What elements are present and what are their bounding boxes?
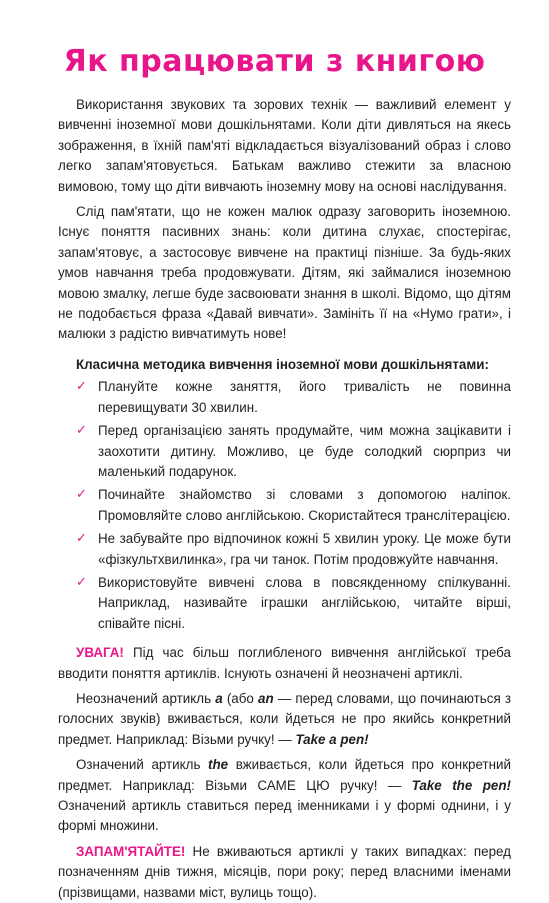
definite-text-3: Означений артикль ставиться перед іменниками і у формі однини, і у формі множини. [58, 798, 511, 834]
remember-label: ЗАПАМ'ЯТАЙТЕ! [76, 843, 186, 859]
list-item [58, 421, 511, 482]
list-item-text: Починайте знайомство зі словами з допомогою наліпок. Промовляйте слово англійською. Скористайтеся транслітерацією. [98, 487, 511, 523]
check-icon: ✓ [76, 531, 87, 547]
list-item-text: Перед організацією занять продумайте, чим можна зацікавити і заохотити дитину. Можливо, це буде солодкий сюрприз чи маленький подарунок. [98, 423, 511, 479]
check-icon: ✓ [76, 379, 87, 395]
article-the: the [208, 757, 229, 773]
remember-paragraph [58, 842, 511, 903]
intro-paragraph: Використання звукових та зорових технік — важливий елемент у вивченні іноземної мови дошкільнятами. Коли діти дивляться на якесь зображення, в їхній пам'яті відкладається візуалізований образ і слово легко запам'ятовується. Батькам важливо стежити за власною вимовою, тому що діти вивчають іноземну мову на основі наслідування. [58, 97, 511, 194]
list-item [58, 573, 511, 634]
definite-text-1: Означений артикль [76, 757, 209, 773]
check-icon: ✓ [76, 487, 87, 503]
list-item-text: Плануйте кожне заняття, його тривалість не повинна перевищувати 30 хвилин. [98, 379, 511, 415]
article-a: a [215, 690, 223, 706]
indefinite-article-paragraph [58, 689, 511, 750]
list-item [58, 485, 511, 526]
content [58, 95, 511, 903]
definite-example: Take the pen! [411, 777, 511, 793]
list-item-text: Використовуйте вивчені слова в повсякденному спілкуванні. Наприклад, називайте іграшки англійською, читайте вірші, співайте пісні. [98, 574, 511, 631]
indefinite-text-1: Неозначений артикль [76, 690, 216, 706]
check-icon: ✓ [76, 574, 87, 590]
definite-text-2: вживається, коли йдеться про конкретний предмет. Наприклад: Візьми САМЕ ЦЮ ручку! — [58, 757, 511, 793]
indefinite-text-2: (або [222, 690, 259, 706]
list-item [58, 529, 511, 570]
definite-article-paragraph [58, 755, 511, 837]
remember-text: Не вживаються артиклі у таких випадках: перед позначенням днів тижня, місяців, пори року; перед власними іменами (прізвищами, назвами міст, вулиць тощо). [58, 843, 511, 900]
article-an: an [258, 690, 274, 706]
list-item [58, 377, 511, 418]
page-title: Як працювати з книгою [63, 44, 486, 79]
list-item-text: Не забувайте про відпочинок кожні 5 хвилин уроку. Це може бути «фізкультхвилинка», гра чи танок. Потім продовжуйте навчання. [98, 531, 511, 567]
indefinite-example: Take a pen! [295, 731, 369, 747]
attention-text: Під час більш поглибленого вивчення англійської треба вводити поняття артиклів. Існують означені й неозначені артиклі. [58, 645, 511, 681]
method-heading: Класична методика вивчення іноземної мови дошкільнятами: [76, 356, 489, 372]
check-icon: ✓ [76, 423, 87, 439]
passive-knowledge-paragraph: Слід пам'ятати, що не кожен малюк одразу заговорить іноземною. Існує поняття пасивних знань: коли дитина слухає, спостерігає, запам'ятовує, а застосовує вивчене на практиці пізніше. За будь-яких умов навчання треба продовжувати. Дітям, які займалися іноземною мовою змалку, легше буде засвоювати знання в школі. Відомо, що дітям не подобається фраза «Давай вивчати». Замініть її на «Нумо грати», і малюки з радістю вивчатимуть нове! [58, 204, 511, 342]
attention-paragraph [58, 643, 511, 684]
method-list [58, 377, 511, 634]
indefinite-text-3: — перед словами, що починаються з голосних звуків) вживається, коли йдеться не про якийсь конкретний предмет. Наприклад: Візьми ручку! — [58, 690, 511, 747]
attention-label: УВАГА! [76, 645, 124, 661]
